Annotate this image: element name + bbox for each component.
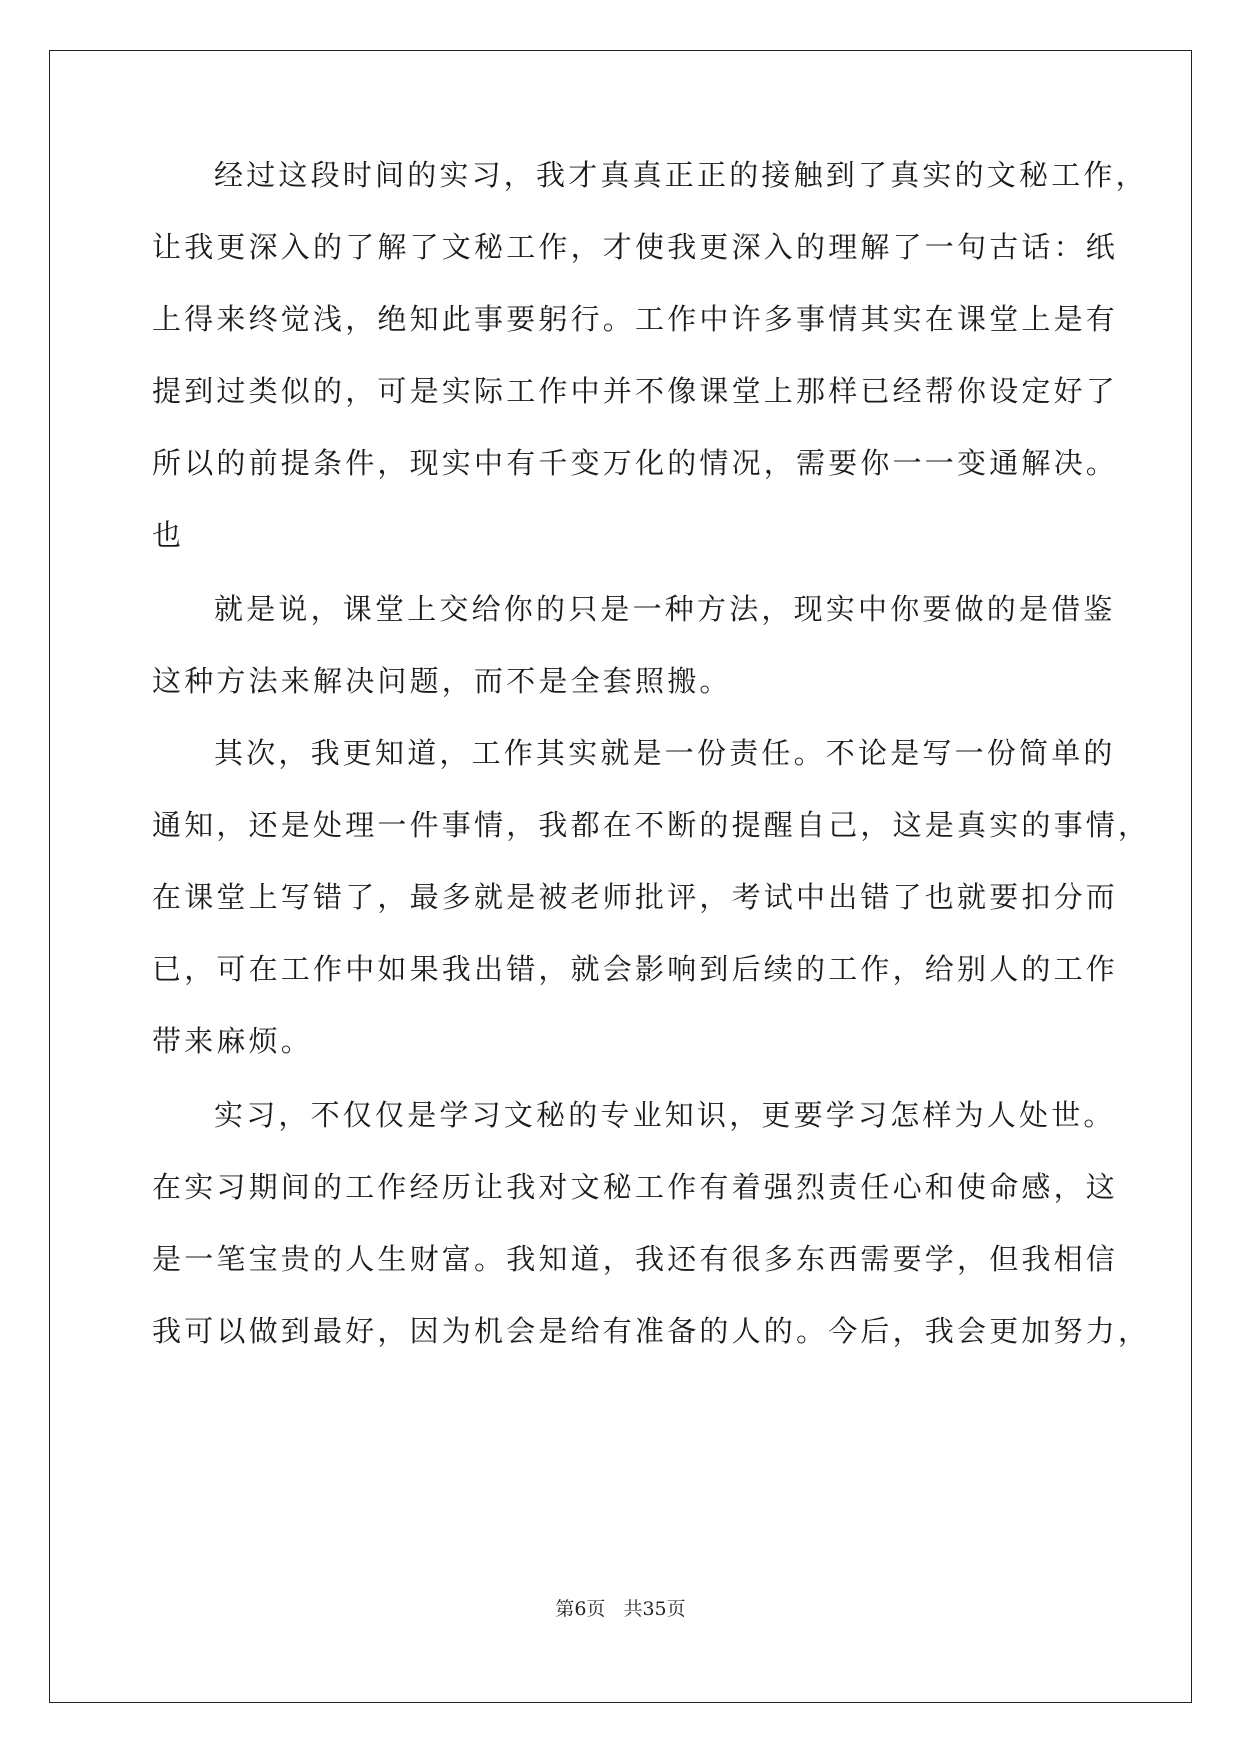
text-line: 其次，我更知道，工作其实就是一份责任。不论是写一份简单的 [214, 736, 1116, 770]
text-line: 我可以做到最好，因为机会是给有准备的人的。今后，我会更加努力， [152, 1314, 1151, 1348]
text-line: 在课堂上写错了，最多就是被老师批评，考试中出错了也就要扣分而 [152, 880, 1119, 914]
total-pages: 共35页 [623, 1598, 686, 1620]
text-line: 实习，不仅仅是学习文秘的专业知识，更要学习怎样为人处世。 [214, 1098, 1116, 1132]
text-line: 通知，还是处理一件事情，我都在不断的提醒自己，这是真实的事情， [152, 808, 1151, 842]
text-line: 带来麻烦。 [152, 1024, 314, 1058]
text-line: 经过这段时间的实习，我才真真正正的接触到了真实的文秘工作， [214, 158, 1148, 192]
text-line: 上得来终觉浅，绝知此事要躬行。工作中许多事情其实在课堂上是有 [152, 302, 1119, 336]
page-footer [0, 1594, 1241, 1621]
text-line: 就是说，课堂上交给你的只是一种方法，现实中你要做的是借鉴 [214, 592, 1116, 626]
text-line: 也 [152, 518, 185, 552]
text-line: 在实习期间的工作经历让我对文秘工作有着强烈责任心和使命感，这 [152, 1170, 1119, 1204]
text-line: 是一笔宝贵的人生财富。我知道，我还有很多东西需要学，但我相信 [152, 1242, 1119, 1276]
text-line: 让我更深入的了解了文秘工作，才使我更深入的理解了一句古话：纸 [152, 230, 1119, 264]
text-line: 所以的前提条件，现实中有千变万化的情况，需要你一一变通解决。 [152, 446, 1119, 480]
text-line: 提到过类似的，可是实际工作中并不像课堂上那样已经帮你设定好了 [152, 374, 1119, 408]
text-line: 这种方法来解决问题，而不是全套照搬。 [152, 664, 732, 698]
page-number: 第6页 [555, 1598, 606, 1620]
text-line: 已，可在工作中如果我出错，就会影响到后续的工作，给别人的工作 [152, 952, 1119, 986]
